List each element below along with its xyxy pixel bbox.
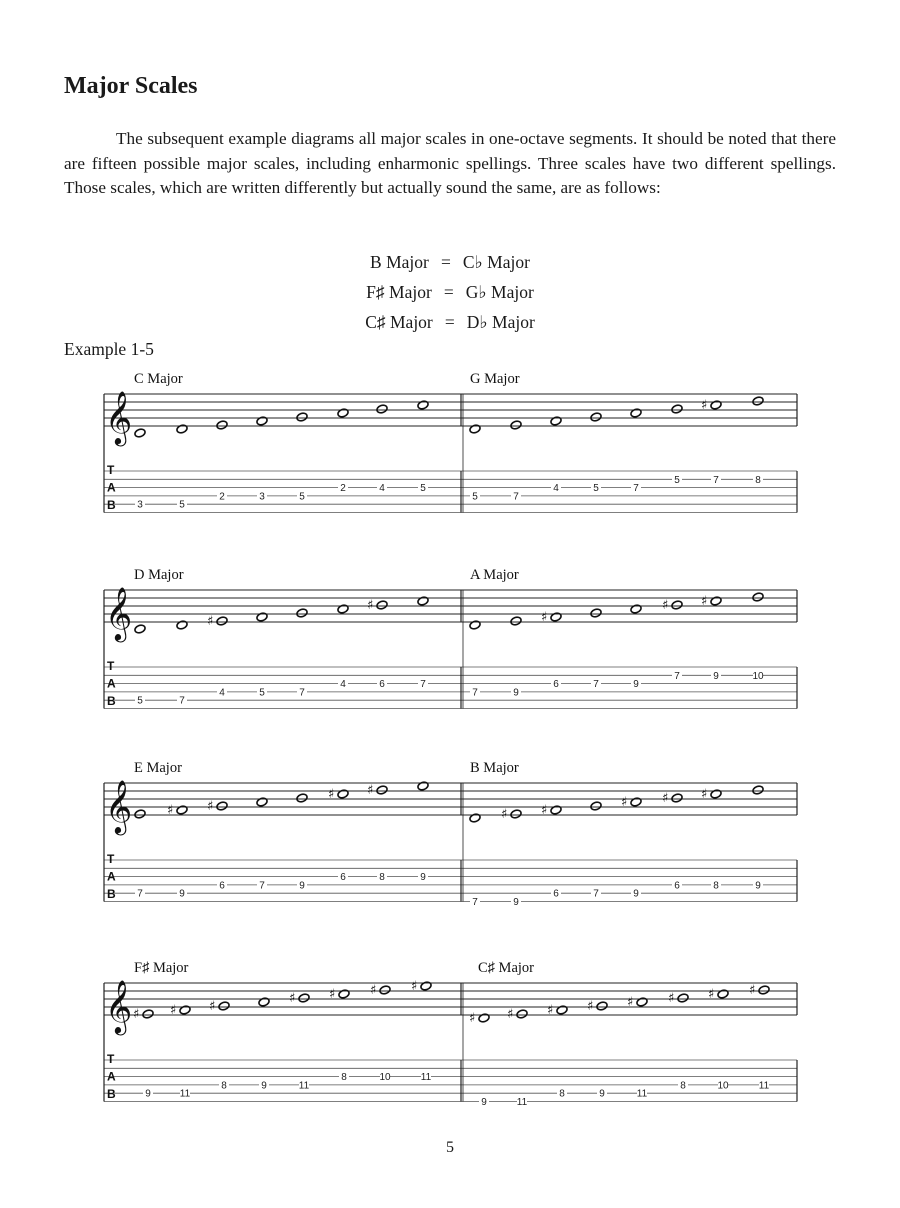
tab-fret-number: 6 <box>340 872 346 884</box>
tab-fret-number: 11 <box>758 1080 770 1092</box>
scale-title: D Major <box>134 567 184 583</box>
tab-fret-number: 9 <box>481 1097 487 1108</box>
note-head <box>630 604 642 614</box>
tab-fret-number: 4 <box>553 483 559 495</box>
note-head <box>710 596 722 606</box>
note-head <box>590 412 602 422</box>
tab-fret-number: 8 <box>680 1080 686 1092</box>
tab-fret-number: 7 <box>593 888 599 900</box>
sharp-sign: ♯ <box>701 398 708 413</box>
tab-fret-number: 7 <box>633 483 639 495</box>
note-head <box>717 989 729 999</box>
scale-name: C♯ Major <box>365 312 433 332</box>
tab-fret-number: 6 <box>553 679 559 691</box>
note-head <box>710 789 722 799</box>
note-head <box>478 1013 490 1023</box>
note-head <box>758 985 770 995</box>
note-head <box>134 428 146 438</box>
treble-clef-icon: 𝄞 <box>105 586 133 640</box>
tab-fret-number: 11 <box>420 1072 432 1084</box>
note-head <box>469 813 481 823</box>
tab-fret-number: 2 <box>219 491 225 503</box>
note-head <box>752 396 764 406</box>
note-head <box>550 805 562 815</box>
scale-title: F♯ Major <box>134 960 189 976</box>
tab-fret-number: 7 <box>513 491 519 503</box>
note-head <box>596 1001 608 1011</box>
page-number: 5 <box>446 1139 454 1156</box>
tab-fret-number: 7 <box>472 687 478 699</box>
scale-title: E Major <box>134 760 182 776</box>
scale-title: B Major <box>470 760 519 776</box>
scale-title: C♯ Major <box>478 960 534 976</box>
sharp-sign: ♯ <box>209 999 216 1014</box>
note-head <box>630 797 642 807</box>
tab-letter: B <box>107 887 116 901</box>
note-head <box>510 616 522 626</box>
scale-system <box>104 371 797 513</box>
note-head <box>550 612 562 622</box>
tab-fret-number: 9 <box>179 888 185 900</box>
note-head <box>510 809 522 819</box>
tab-letter: A <box>107 1069 116 1084</box>
intro-paragraph: The subsequent example diagrams all major scales in one-octave segments. It should be noted that there are fifteen possible major scales, including enharmonic spellings. Three scales have two different spellings. Those scales, which are written differently but actually sound the same, are as follows: <box>64 129 836 198</box>
tab-fret-number: 9 <box>755 880 761 892</box>
sharp-sign: ♯ <box>701 787 708 802</box>
tab-fret-number: 5 <box>420 483 426 495</box>
sharp-sign: ♯ <box>207 614 214 629</box>
note-head <box>469 620 481 630</box>
sharp-sign: ♯ <box>547 1003 554 1018</box>
note-head <box>256 797 268 807</box>
sharp-sign: ♯ <box>370 983 377 998</box>
tab-fret-number: 4 <box>219 687 225 699</box>
note-head <box>338 989 350 999</box>
tab-letter: T <box>107 852 115 866</box>
note-head <box>556 1005 568 1015</box>
note-head <box>417 596 429 606</box>
sharp-sign: ♯ <box>541 610 548 625</box>
tab-fret-number: 5 <box>259 687 265 699</box>
tab-letter: B <box>107 694 116 708</box>
note-head <box>176 620 188 630</box>
tab-fret-number: 8 <box>379 872 385 884</box>
tab-fret-number: 9 <box>513 687 519 699</box>
sharp-sign: ♯ <box>668 991 675 1006</box>
equals-sign: = <box>444 312 455 332</box>
sharp-sign: ♯ <box>367 598 374 613</box>
note-head <box>590 608 602 618</box>
equals-sign: = <box>443 282 454 302</box>
tab-letter: A <box>107 480 116 495</box>
tab-letter: B <box>107 498 116 512</box>
page-title: Major Scales <box>64 73 198 99</box>
sharp-sign: ♯ <box>469 1011 476 1026</box>
note-head <box>671 404 683 414</box>
note-head <box>630 408 642 418</box>
tab-letter: T <box>107 463 115 477</box>
note-head <box>216 616 228 626</box>
note-head <box>590 801 602 811</box>
tab-fret-number: 8 <box>559 1088 565 1100</box>
tab-fret-number: 5 <box>472 491 478 503</box>
example-label: Example 1-5 <box>64 339 154 359</box>
tab-fret-number: 2 <box>340 483 346 495</box>
tab-fret-number: 8 <box>713 880 719 892</box>
tab-fret-number: 5 <box>299 491 305 503</box>
tab-fret-number: 4 <box>379 483 385 495</box>
note-head <box>142 1009 154 1019</box>
note-head <box>417 400 429 410</box>
sharp-sign: ♯ <box>289 991 296 1006</box>
note-head <box>376 404 388 414</box>
scale-title: G Major <box>470 371 520 387</box>
scale-title: C Major <box>134 371 183 387</box>
tab-fret-number: 9 <box>261 1080 267 1092</box>
note-head <box>510 420 522 430</box>
note-head <box>134 809 146 819</box>
tab-letter: T <box>107 659 115 673</box>
tab-fret-number: 7 <box>713 474 719 486</box>
tab-letter: B <box>107 1087 116 1101</box>
sharp-sign: ♯ <box>701 594 708 609</box>
tab-fret-number: 7 <box>299 687 305 699</box>
sharp-sign: ♯ <box>662 598 669 613</box>
scale-name: F♯ Major <box>366 282 432 302</box>
note-head <box>677 993 689 1003</box>
sharp-sign: ♯ <box>749 983 756 998</box>
note-head <box>550 416 562 426</box>
tab-fret-number: 5 <box>593 483 599 495</box>
tab-fret-number: 7 <box>259 880 265 892</box>
note-head <box>671 600 683 610</box>
tab-fret-number: 11 <box>298 1080 310 1092</box>
tab-fret-number: 5 <box>674 474 680 486</box>
tab-fret-number: 11 <box>179 1088 191 1100</box>
tab-fret-number: 7 <box>472 897 478 908</box>
sharp-sign: ♯ <box>207 799 214 814</box>
scale-name: G♭ Major <box>465 282 534 302</box>
note-head <box>218 1001 230 1011</box>
note-head <box>337 789 349 799</box>
tab-fret-number: 9 <box>599 1088 605 1100</box>
treble-clef-icon: 𝄞 <box>105 390 133 444</box>
note-head <box>379 985 391 995</box>
sharp-sign: ♯ <box>367 783 374 798</box>
tab-fret-number: 9 <box>633 679 639 691</box>
note-head <box>516 1009 528 1019</box>
equals-sign: = <box>440 252 451 272</box>
sharp-sign: ♯ <box>621 795 628 810</box>
tab-fret-number: 4 <box>340 679 346 691</box>
sharp-sign: ♯ <box>329 987 336 1002</box>
scale-system <box>104 567 797 709</box>
sharp-sign: ♯ <box>328 787 335 802</box>
sharp-sign: ♯ <box>507 1007 514 1022</box>
note-head <box>636 997 648 1007</box>
scale-title: A Major <box>470 567 519 583</box>
note-head <box>469 424 481 434</box>
tab-letter: A <box>107 869 116 884</box>
note-head <box>258 997 270 1007</box>
note-head <box>256 612 268 622</box>
tab-letter: A <box>107 676 116 691</box>
note-head <box>296 793 308 803</box>
note-head <box>752 785 764 795</box>
treble-clef-icon: 𝄞 <box>105 779 133 833</box>
note-head <box>710 400 722 410</box>
sharp-sign: ♯ <box>411 979 418 994</box>
tab-fret-number: 7 <box>420 679 426 691</box>
tab-fret-number: 9 <box>420 872 426 884</box>
tab-fret-number: 5 <box>137 695 143 707</box>
tab-fret-number: 8 <box>221 1080 227 1092</box>
tab-fret-number: 9 <box>145 1088 151 1100</box>
note-head <box>337 408 349 418</box>
sharp-sign: ♯ <box>541 803 548 818</box>
note-head <box>671 793 683 803</box>
sharp-sign: ♯ <box>133 1007 140 1022</box>
scale-system <box>104 960 797 1108</box>
tab-fret-number: 6 <box>674 880 680 892</box>
sharp-sign: ♯ <box>627 995 634 1010</box>
scale-system <box>104 760 797 908</box>
note-head <box>216 801 228 811</box>
note-head <box>296 412 308 422</box>
note-head <box>376 600 388 610</box>
note-head <box>752 592 764 602</box>
note-head <box>179 1005 191 1015</box>
tab-fret-number: 9 <box>513 897 519 908</box>
note-head <box>176 424 188 434</box>
tab-fret-number: 7 <box>179 695 185 707</box>
scale-name: B Major <box>370 252 429 272</box>
note-head <box>376 785 388 795</box>
sharp-sign: ♯ <box>167 803 174 818</box>
sharp-sign: ♯ <box>501 807 508 822</box>
treble-clef-icon: 𝄞 <box>105 979 133 1033</box>
sharp-sign: ♯ <box>662 791 669 806</box>
tab-fret-number: 6 <box>219 880 225 892</box>
note-head <box>417 781 429 791</box>
tab-fret-number: 3 <box>137 499 143 511</box>
tab-fret-number: 8 <box>755 474 761 486</box>
tab-fret-number: 11 <box>636 1088 648 1100</box>
note-head <box>296 608 308 618</box>
tab-fret-number: 3 <box>259 491 265 503</box>
tab-fret-number: 6 <box>379 679 385 691</box>
tab-fret-number: 7 <box>593 679 599 691</box>
tab-fret-number: 9 <box>713 670 719 682</box>
note-head <box>337 604 349 614</box>
sharp-sign: ♯ <box>170 1003 177 1018</box>
note-head <box>256 416 268 426</box>
tab-letter: T <box>107 1052 115 1066</box>
tab-fret-number: 7 <box>137 888 143 900</box>
note-head <box>298 993 310 1003</box>
tab-fret-number: 9 <box>633 888 639 900</box>
tab-fret-number: 6 <box>553 888 559 900</box>
scale-name: C♭ Major <box>462 252 530 272</box>
tab-fret-number: 9 <box>299 880 305 892</box>
tab-fret-number: 10 <box>752 670 764 682</box>
note-head <box>216 420 228 430</box>
tab-fret-number: 7 <box>674 670 680 682</box>
sharp-sign: ♯ <box>708 987 715 1002</box>
sharp-sign: ♯ <box>587 999 594 1014</box>
tab-fret-number: 10 <box>717 1080 729 1092</box>
tab-fret-number: 10 <box>379 1072 391 1084</box>
tab-fret-number: 5 <box>179 499 185 511</box>
note-head <box>420 981 432 991</box>
tab-fret-number: 8 <box>341 1072 347 1084</box>
scale-name: D♭ Major <box>466 312 535 332</box>
note-head <box>176 805 188 815</box>
tab-fret-number: 11 <box>516 1097 528 1108</box>
note-head <box>134 624 146 634</box>
